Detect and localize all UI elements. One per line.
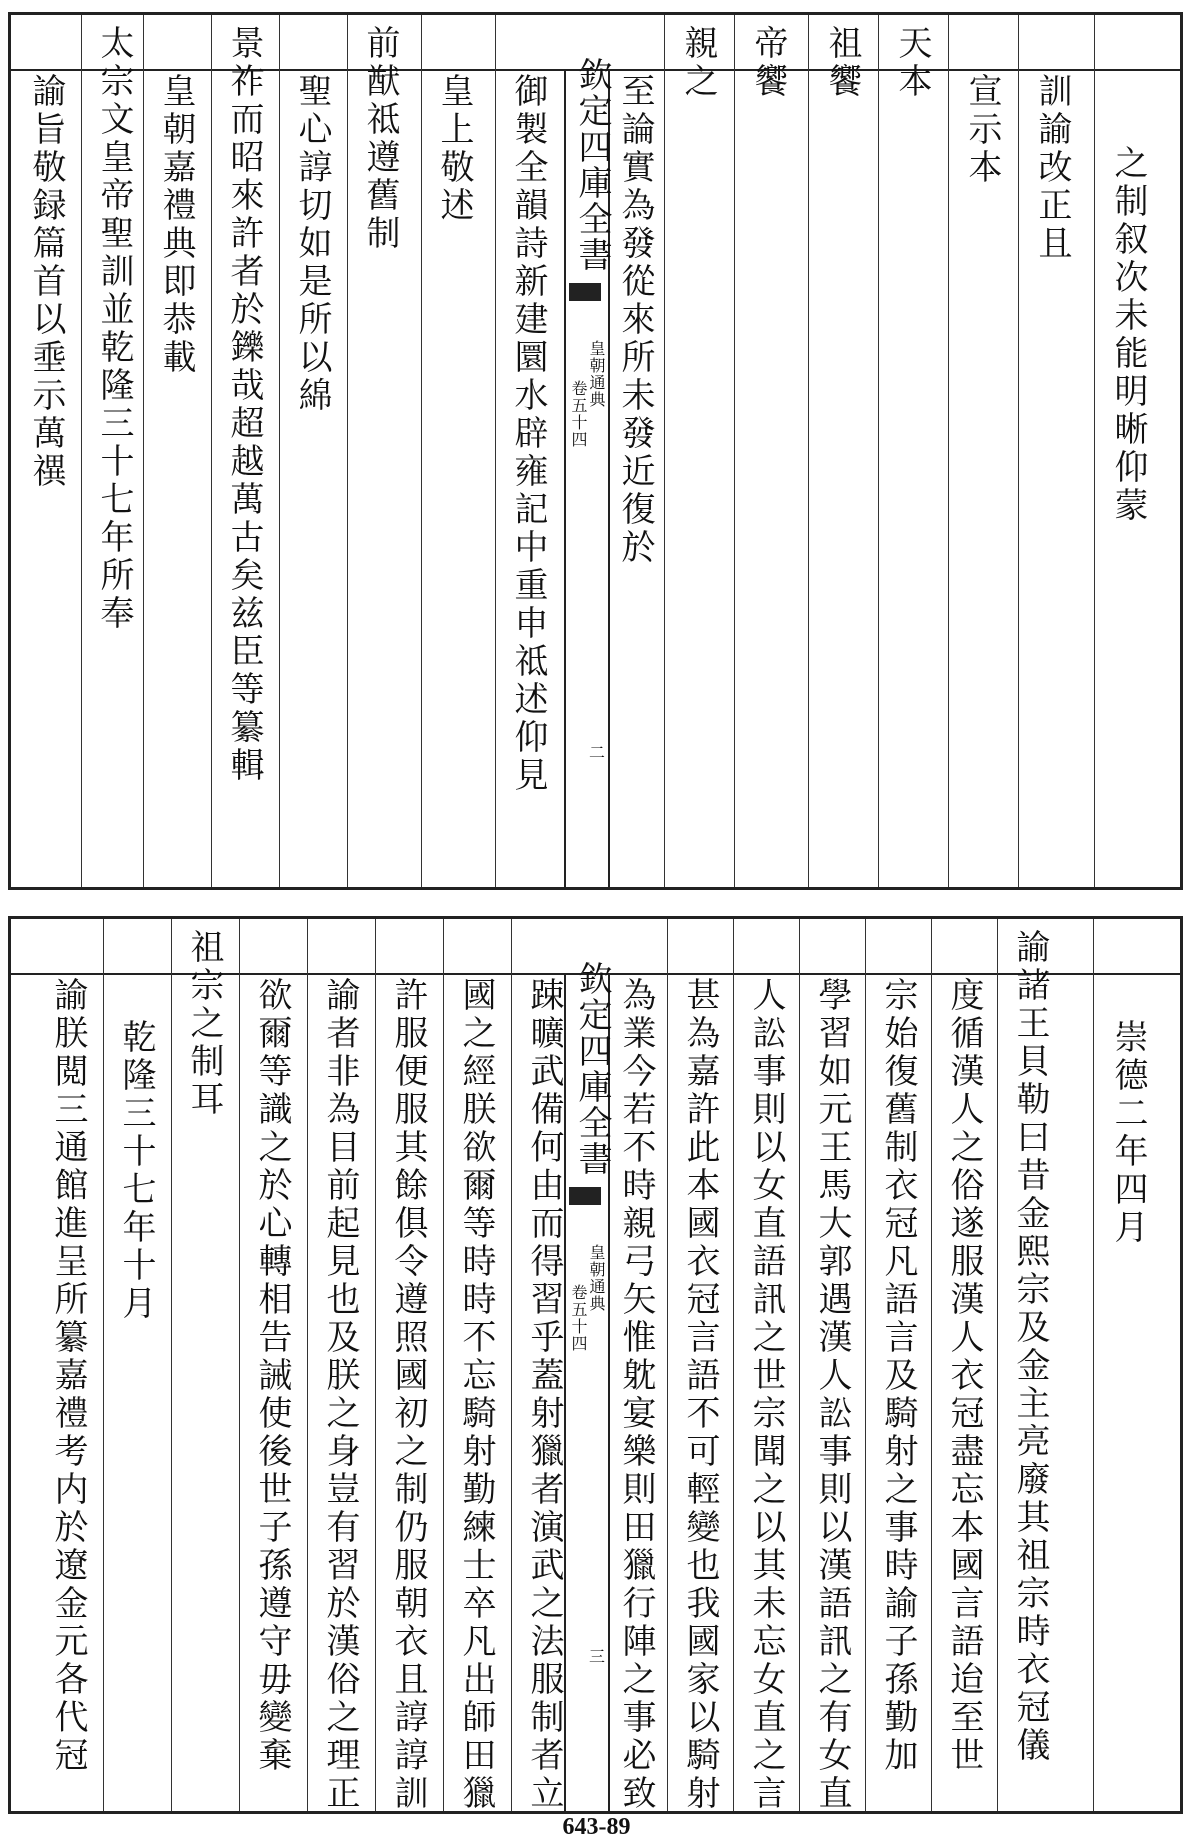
column-rule <box>171 919 172 1811</box>
column-rule <box>948 15 949 887</box>
bottom-page <box>8 916 1183 1814</box>
text-column: 皇朝嘉禮典即恭載 <box>156 73 196 377</box>
page-number: 三 <box>589 1647 606 1666</box>
top-page <box>8 12 1183 890</box>
volume-label: 卷五十四 <box>569 1284 588 1352</box>
text-column: 御製全韻詩新建圜水辟雍記中重申祗述仰見 <box>508 73 548 795</box>
sub-book-title: 皇朝通典 <box>587 1244 606 1312</box>
fish-tail-mark <box>569 283 601 301</box>
text-column: 甚為嘉許此本國衣冠言語不可輕變也我國家以騎射 <box>680 977 720 1813</box>
column-rule <box>664 15 665 887</box>
column-rule <box>667 919 668 1811</box>
text-column: 為業今若不時親弓矢惟躭宴樂則田獵行陣之事必致 <box>616 977 656 1813</box>
column-rule <box>421 15 422 887</box>
text-column: 太宗文皇帝聖訓並乾隆三十七年所奉 <box>94 25 134 633</box>
text-column: 許服便服其餘俱令遵照國初之制仍服朝衣且諄諄訓 <box>388 977 428 1813</box>
column-rule <box>511 919 512 1811</box>
page-number: 二 <box>589 743 606 762</box>
column-rule <box>81 15 82 887</box>
column-rule <box>865 919 866 1811</box>
text-column: 之制叙次未能明晰仰蒙 <box>1108 145 1148 525</box>
text-column: 人訟事則以女直語訊之世宗聞之以其未忘女直之言 <box>746 977 786 1813</box>
column-rule <box>931 919 932 1811</box>
text-column: 天本 <box>892 25 932 101</box>
fish-tail-mark <box>569 1187 601 1205</box>
text-column: 諭諸王貝勒曰昔金熙宗及金主亮廢其祖宗時衣冠儀 <box>1010 929 1050 1765</box>
column-rule <box>997 919 998 1811</box>
text-column: 景祚而昭來許者於鑠哉超越萬古矣兹臣等纂輯 <box>224 25 264 785</box>
column-rule <box>103 919 104 1811</box>
text-column: 諭朕閲三通館進呈所纂嘉禮考内於遼金元各代冠 <box>48 977 88 1775</box>
column-rule <box>239 919 240 1811</box>
column-rule <box>279 15 280 887</box>
text-column: 宣示本 <box>962 73 1002 187</box>
column-rule <box>143 15 144 887</box>
text-column: 諭者非為目前起見也及朕之身豈有習於漢俗之理正 <box>320 977 360 1813</box>
text-column: 度循漢人之俗遂服漢人衣冠盡忘本國言語迨至世 <box>944 977 984 1775</box>
column-rule <box>375 919 376 1811</box>
column-rule <box>443 919 444 1811</box>
column-rule <box>1018 15 1019 887</box>
column-rule <box>307 919 308 1811</box>
book-title: 欽定四庫全書 <box>572 57 612 273</box>
text-column: 崇德二年四月 <box>1108 1019 1148 1247</box>
column-rule <box>1094 15 1095 887</box>
text-column: 諭旨敬録篇首以埀示萬禩 <box>26 73 66 491</box>
text-column: 乾隆三十七年十月 <box>116 1019 156 1323</box>
text-column: 前猷祗遵舊制 <box>360 25 400 253</box>
page-footer-number: 643-89 <box>562 1814 631 1840</box>
column-rule <box>1093 919 1094 1811</box>
column-rule <box>733 919 734 1811</box>
column-rule <box>495 15 496 887</box>
text-column: 至論實為發從來所未發近復於 <box>615 73 655 567</box>
column-rule <box>734 15 735 887</box>
book-title: 欽定四庫全書 <box>572 961 612 1177</box>
sub-book-title: 皇朝通典 <box>587 340 606 408</box>
text-column: 學習如元王馬大郭遇漢人訟事則以漢語訊之有女直 <box>812 977 852 1813</box>
column-rule <box>878 15 879 887</box>
column-rule <box>799 919 800 1811</box>
text-column: 皇上敬述 <box>434 73 474 225</box>
text-column: 宗始復舊制衣冠凡語言及騎射之事時諭子孫勤加 <box>878 977 918 1775</box>
text-column: 訓諭改正且 <box>1032 73 1072 263</box>
text-column: 帝饗 <box>748 25 788 101</box>
text-column: 聖心諄切如是所以綿 <box>292 73 332 415</box>
text-column: 國之經朕欲爾等時時不忘騎射勤練士卒凡出師田獵 <box>456 977 496 1813</box>
text-column: 祖宗之制耳 <box>184 929 224 1119</box>
text-column: 祖饗 <box>822 25 862 101</box>
text-column: 踈曠武備何由而得習乎蓋射獵者演武之法服制者立 <box>524 977 564 1813</box>
column-rule <box>808 15 809 887</box>
column-rule <box>347 15 348 887</box>
volume-label: 卷五十四 <box>569 380 588 448</box>
text-column: 親之 <box>678 25 718 101</box>
text-column: 欲爾等識之於心轉相告誡使後世子孫遵守毋變棄 <box>252 977 292 1775</box>
column-rule <box>211 15 212 887</box>
